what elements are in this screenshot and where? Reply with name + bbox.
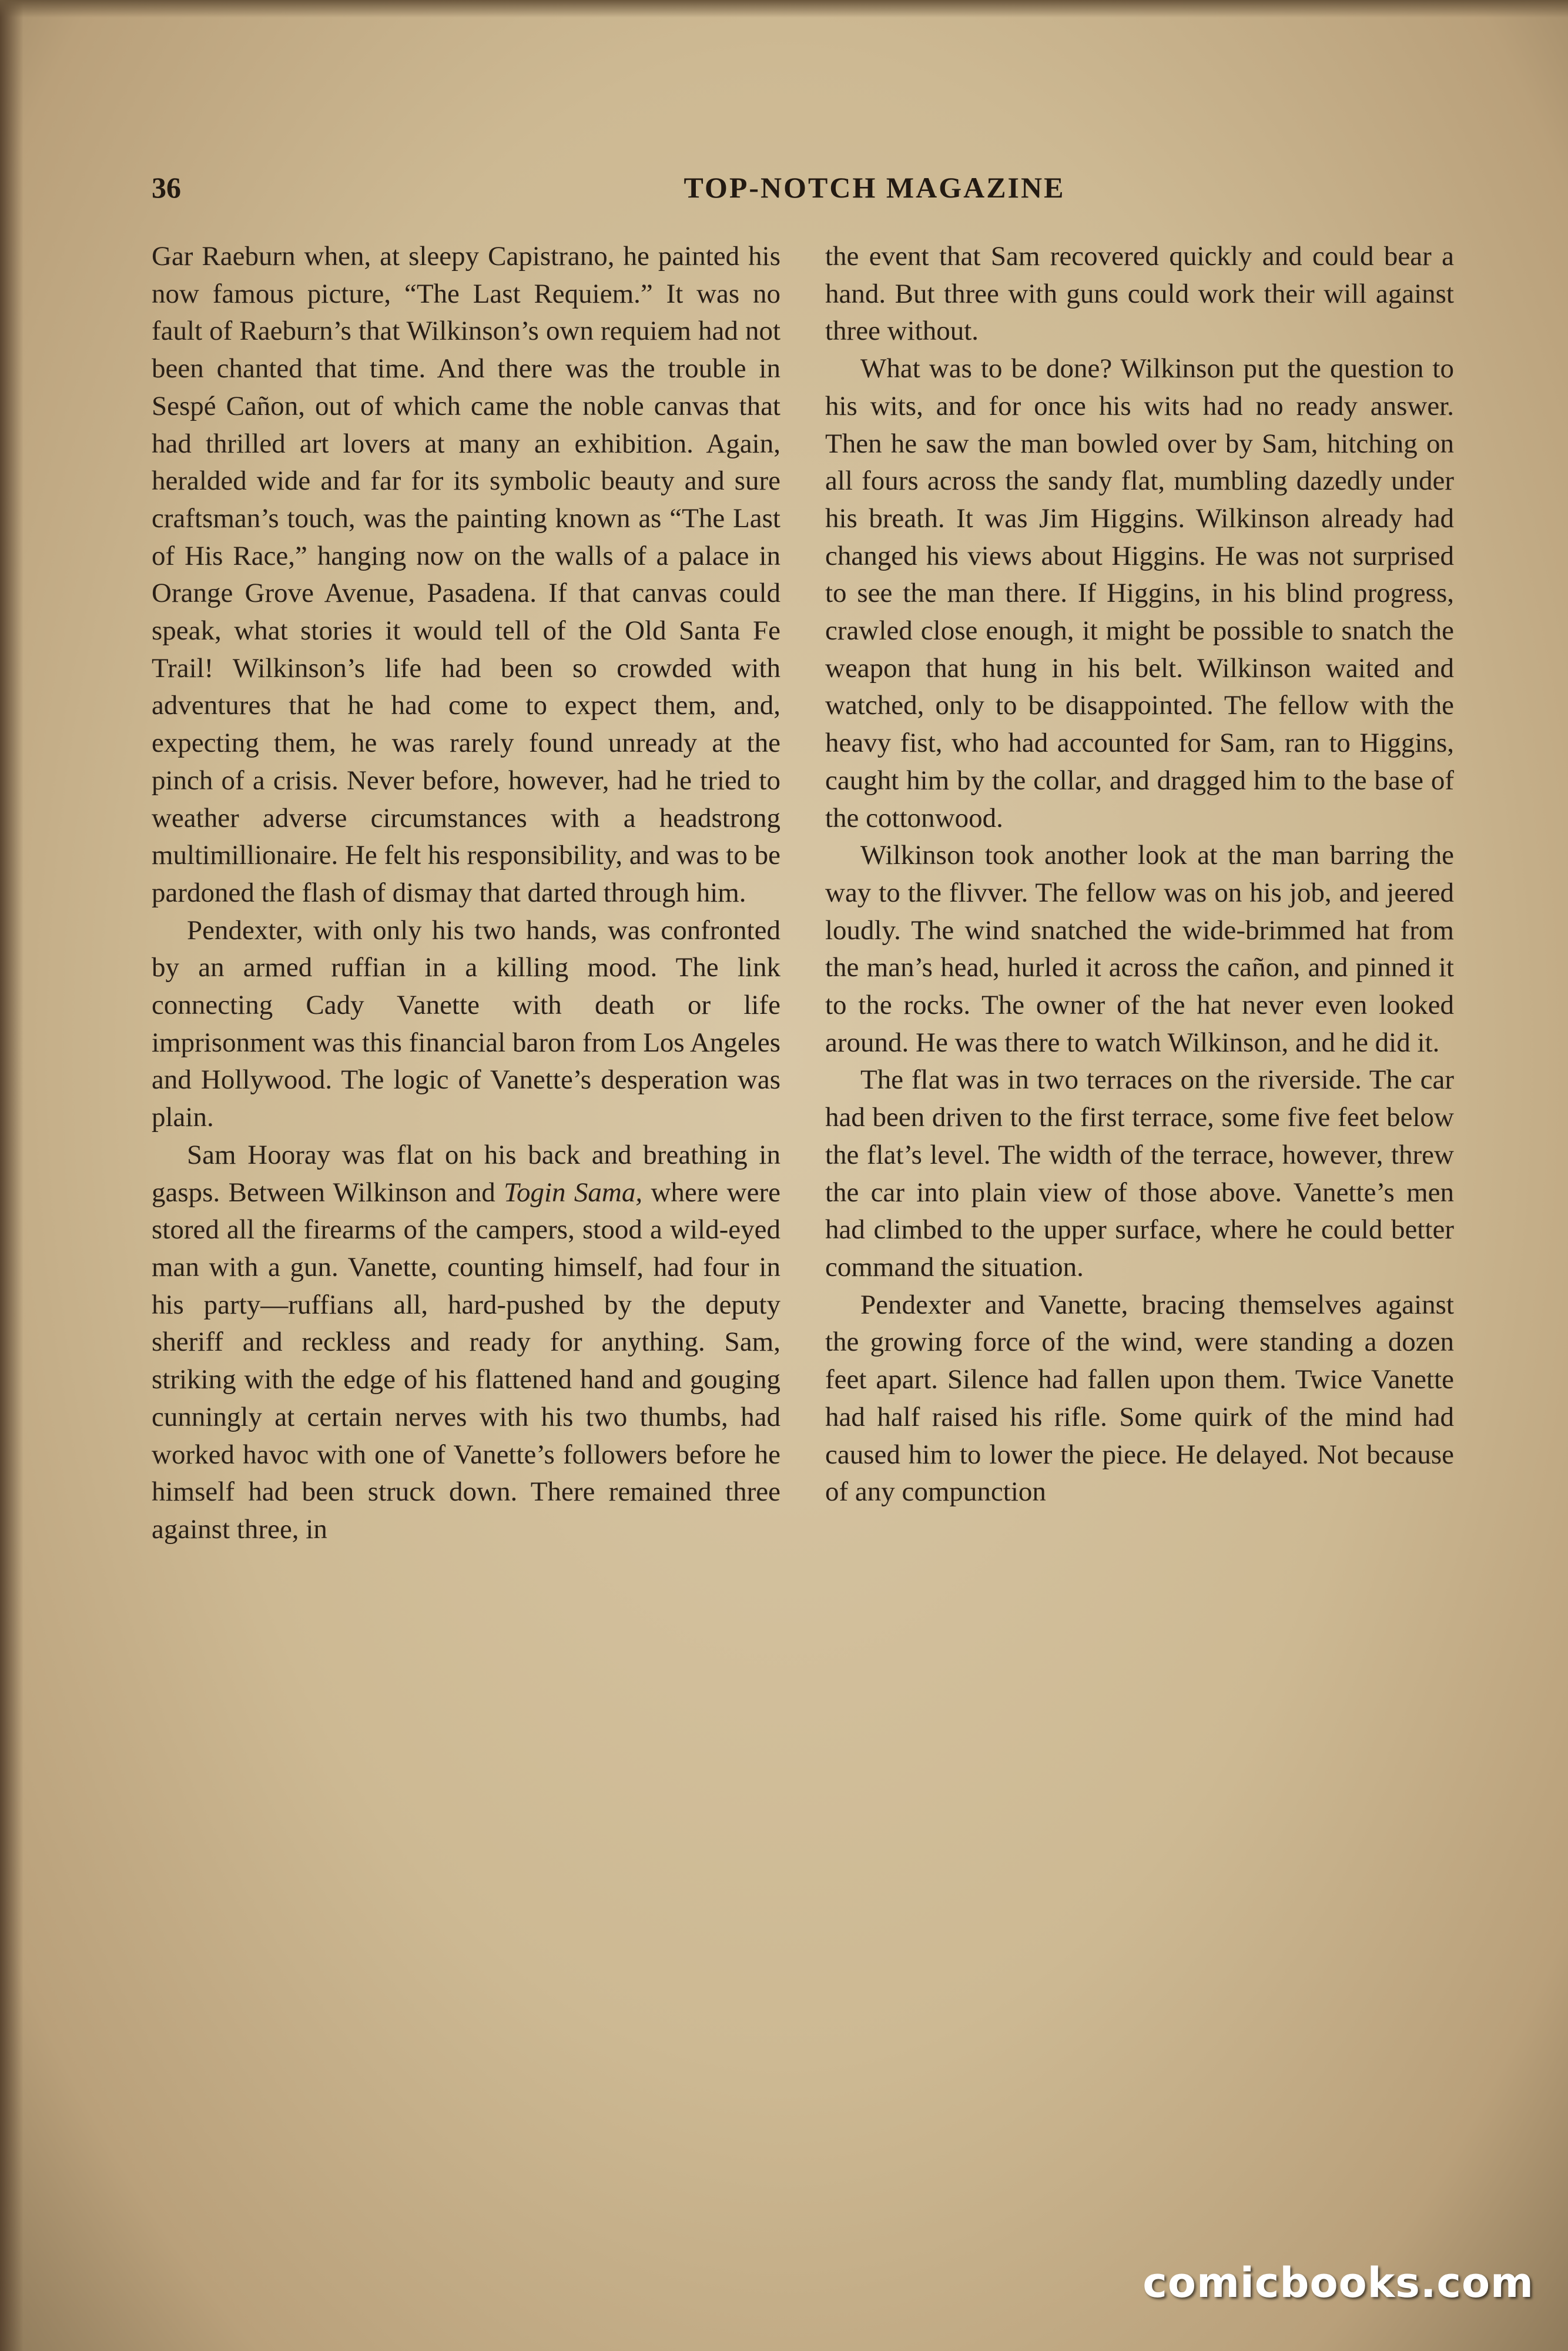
paragraph: Pendexter, with only his two hands, was confronted by an armed ruffian in a killing mood. The link connecting Cady Vanette with death or life imprisonment was this financial baron from Los Angeles and Hollywood. The logic of Vanette’s desperation was plain. (152, 915, 780, 1133)
right-column (825, 238, 1454, 2119)
running-title: TOP-NOTCH MAGAZINE (684, 171, 1066, 204)
left-column (152, 238, 780, 2119)
paragraph (152, 1137, 780, 1549)
paragraph-text: where were stored all the firearms of the campers, stood a wild-eyed man with a gun. Vanette, counting himself, had four in his party—ruffians all, hard-pushed by the deputy sheriff and reckless and ready for anything. Sam, striking with the edge of his flattened hand and gouging cunningly at certain nerves with his two thumbs, had worked havoc with one of Vanette’s followers before he himself had been struck down. There remained three against three, in (152, 1177, 780, 1545)
paragraph: What was to be done? Wilkinson put the question to his wits, and for once his wits had no ready answer. Then he saw the man bowled over by Sam, hitching on all fours across the sandy flat, mumbling dazedly under his breath. It was Jim Higgins. Wilkinson already had changed his views about Higgins. He was not surprised to see the man there. If Higgins, in his blind progress, crawled close enough, it might be possible to snatch the weapon that hung in his belt. Wilkinson waited and watched, only to be disappointed. The fellow with the heavy fist, who had accounted for Sam, ran to Higgins, caught him by the collar, and dragged him to the base of the cottonwood. (825, 353, 1454, 833)
page-top-shadow (0, 0, 1568, 18)
italic-name: Togin Sama, (504, 1177, 643, 1208)
paragraph-text: Sam Hooray was flat on his back and breathing in gasps. Between Wilkinson and (152, 1139, 780, 1208)
site-watermark: comicbooks.com (1143, 2259, 1534, 2307)
page-number: 36 (152, 171, 181, 204)
paragraph: Gar Raeburn when, at sleepy Capistrano, he painted his now famous picture, “The Last Requiem.” It was no fault of Raeburn’s that Wilkinson’s own requiem had not been chanted that time. And there was the trouble in Sespé Cañon, out of which came the noble canvas that had thrilled art lovers at many an exhibition. Again, heralded wide and far for its symbolic beauty and sure craftsman’s touch, was the painting known as “The Last of His Race,” hanging now on the walls of a palace in Orange Grove Avenue, Pasadena. If that canvas could speak, what stories it would tell of the Old Santa Fe Trail! Wilkinson’s life had been so crowded with adventures that he had come to expect them, and, expecting them, he was rarely found unready at the pinch of a crisis. Never before, however, had he tried to weather adverse circumstances with a headstrong multimillionaire. He felt his responsibility, and was to be pardoned the flash of dismay that darted through him. (152, 241, 780, 908)
page-header (152, 170, 1427, 217)
paragraph: The flat was in two terraces on the riverside. The car had been driven to the first terrace, some five feet below the flat’s level. The width of the terrace, however, threw the car into plain view of those above. Vanette’s men had climbed to the upper surface, where he could better command the situation. (825, 1064, 1454, 1282)
page-edge-shadow (0, 0, 24, 2351)
paragraph: the event that Sam recovered quickly and could bear a hand. But three with guns could work their will against three without. (825, 241, 1454, 347)
paragraph: Wilkinson took another look at the man barring the way to the flivver. The fellow was on his job, and jeered loudly. The wind snatched the wide-brimmed hat from the man’s head, hurled it across the cañon, and pinned it to the rocks. The owner of the hat never even looked around. He was there to watch Wilkinson, and he did it. (825, 840, 1454, 1058)
paragraph: Pendexter and Vanette, bracing themselves against the growing force of the wind, were standing a dozen feet apart. Silence had fallen upon them. Twice Vanette had half raised his rifle. Some quirk of the mind had caused him to lower the piece. He delayed. Not because of any compunction (825, 1289, 1454, 1508)
